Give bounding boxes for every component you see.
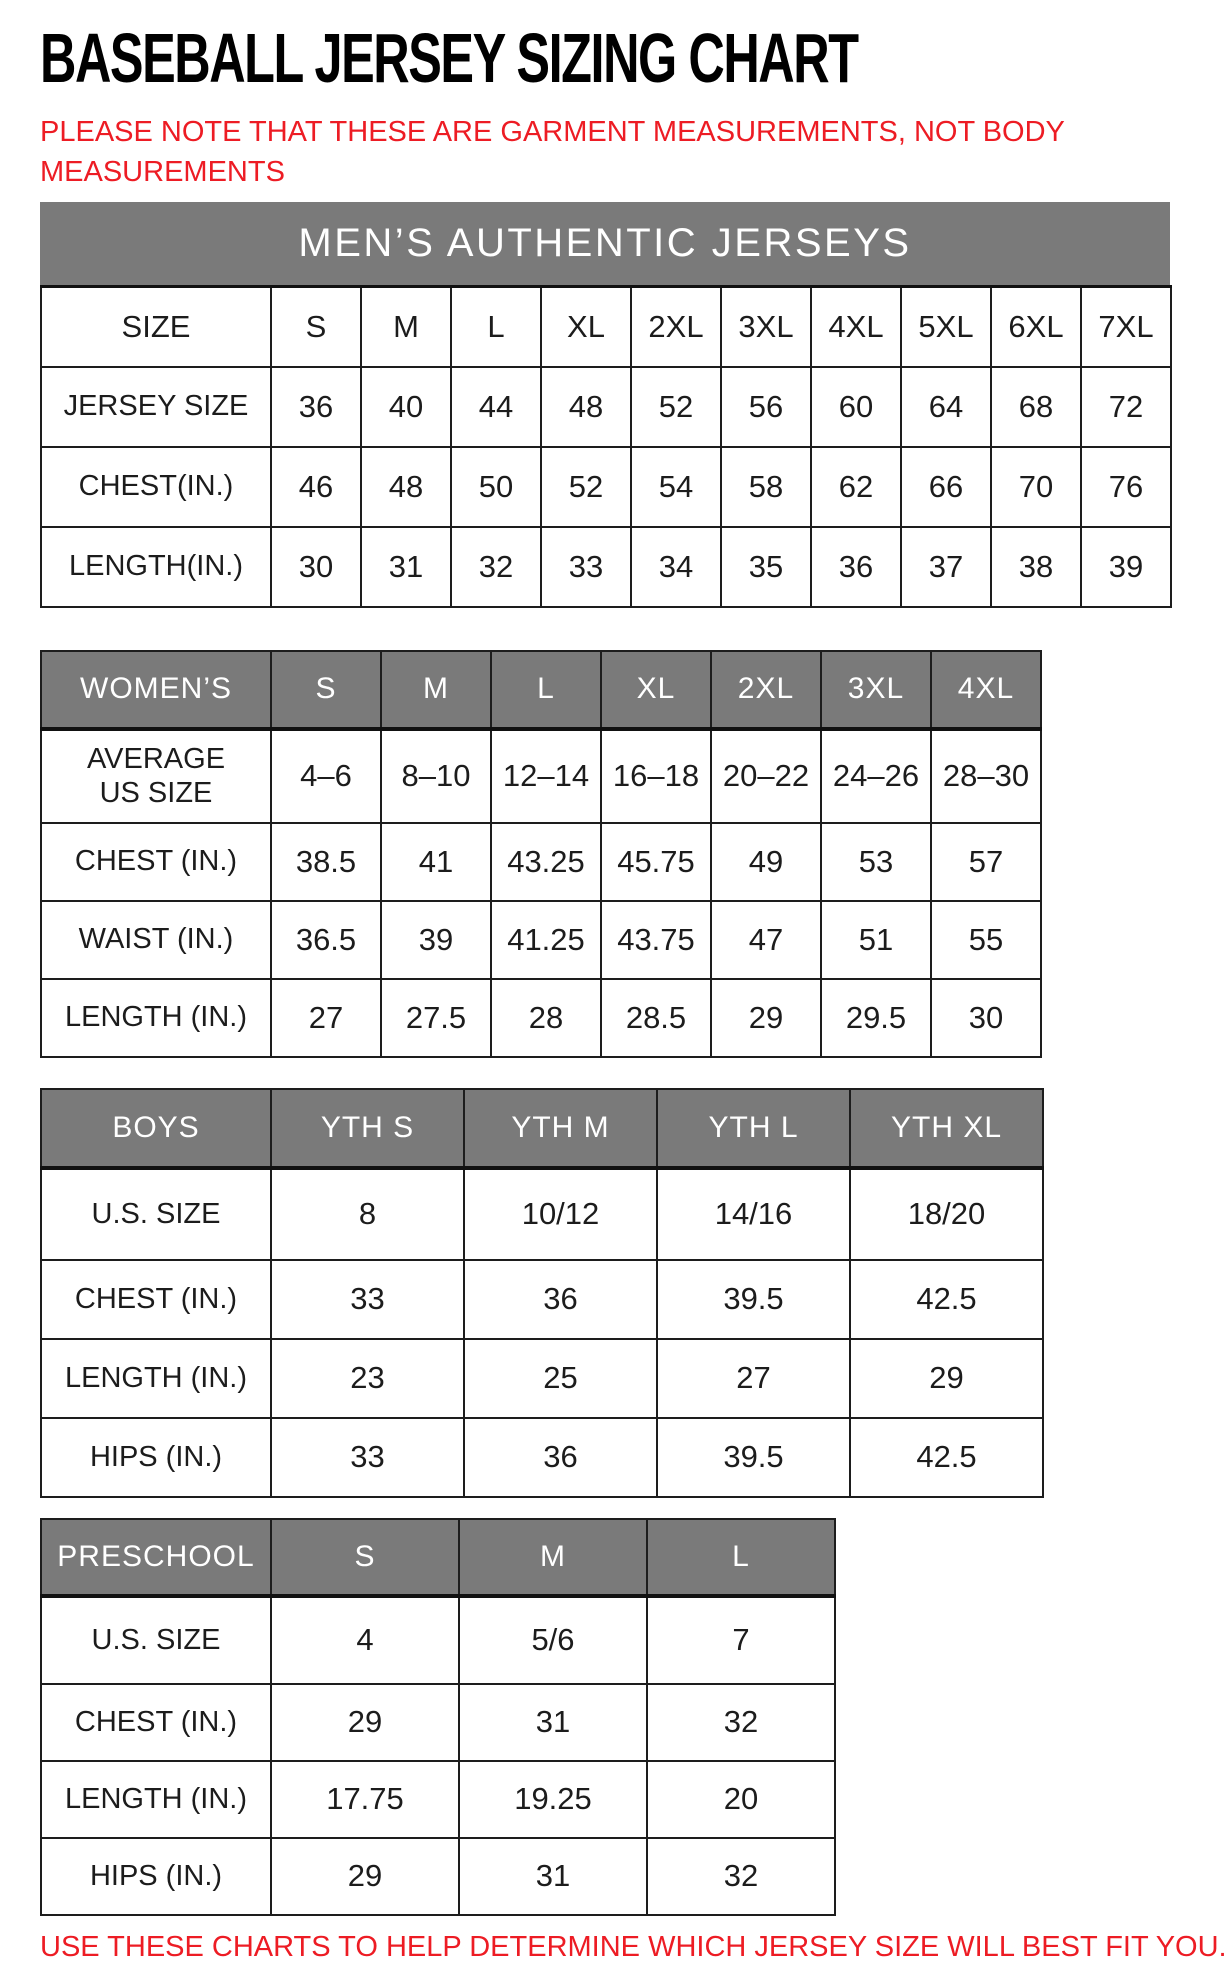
row-label: WAIST (IN.)	[41, 901, 271, 979]
row-label: LENGTH(IN.)	[41, 527, 271, 607]
value-cell: 39.5	[657, 1418, 850, 1497]
column-header: S	[271, 651, 381, 729]
row-label: HIPS (IN.)	[41, 1838, 271, 1915]
value-cell: 43.25	[491, 823, 601, 901]
value-cell: 32	[647, 1838, 835, 1915]
page-title: BASEBALL JERSEY SIZING CHART	[40, 19, 858, 97]
value-cell: 32	[451, 527, 541, 607]
value-cell: 56	[721, 367, 811, 447]
value-cell: 27	[271, 979, 381, 1057]
value-cell: 42.5	[850, 1418, 1043, 1497]
value-cell: 27	[657, 1339, 850, 1418]
column-header: S	[271, 287, 361, 367]
value-cell: 34	[631, 527, 721, 607]
mens-size-table	[40, 285, 1172, 608]
column-header: L	[647, 1519, 835, 1596]
value-cell: 27.5	[381, 979, 491, 1057]
column-header: 3XL	[721, 287, 811, 367]
value-cell: 39.5	[657, 1260, 850, 1339]
table-row	[41, 1339, 1043, 1418]
value-cell: 46	[271, 447, 361, 527]
table-row	[41, 729, 1041, 823]
column-header: BOYS	[41, 1089, 271, 1168]
value-cell: 8–10	[381, 729, 491, 823]
column-header: 4XL	[811, 287, 901, 367]
value-cell: 19.25	[459, 1761, 647, 1838]
value-cell: 7	[647, 1596, 835, 1684]
value-cell: 20–22	[711, 729, 821, 823]
value-cell: 32	[647, 1684, 835, 1761]
column-header: YTH M	[464, 1089, 657, 1168]
value-cell: 41	[381, 823, 491, 901]
value-cell: 35	[721, 527, 811, 607]
value-cell: 36	[811, 527, 901, 607]
table-row	[41, 1089, 1043, 1168]
column-header: M	[361, 287, 451, 367]
table-row	[41, 1761, 835, 1838]
value-cell: 17.75	[271, 1761, 459, 1838]
value-cell: 54	[631, 447, 721, 527]
table-row	[41, 447, 1171, 527]
column-header: WOMEN’S	[41, 651, 271, 729]
row-label: LENGTH (IN.)	[41, 1761, 271, 1838]
value-cell: 29	[711, 979, 821, 1057]
row-label: JERSEY SIZE	[41, 367, 271, 447]
value-cell: 52	[631, 367, 721, 447]
table-row	[41, 1519, 835, 1596]
value-cell: 16–18	[601, 729, 711, 823]
preschool-size-table	[40, 1518, 836, 1916]
row-label: HIPS (IN.)	[41, 1418, 271, 1497]
value-cell: 4	[271, 1596, 459, 1684]
column-header: S	[271, 1519, 459, 1596]
value-cell: 14/16	[657, 1168, 850, 1260]
value-cell: 52	[541, 447, 631, 527]
value-cell: 60	[811, 367, 901, 447]
table-row	[41, 527, 1171, 607]
value-cell: 33	[541, 527, 631, 607]
value-cell: 36	[464, 1260, 657, 1339]
value-cell: 20	[647, 1761, 835, 1838]
value-cell: 30	[271, 527, 361, 607]
table-row	[41, 1596, 835, 1684]
row-label: LENGTH (IN.)	[41, 979, 271, 1057]
value-cell: 68	[991, 367, 1081, 447]
value-cell: 55	[931, 901, 1041, 979]
value-cell: 28	[491, 979, 601, 1057]
value-cell: 50	[451, 447, 541, 527]
value-cell: 12–14	[491, 729, 601, 823]
column-header: 7XL	[1081, 287, 1171, 367]
row-label: U.S. SIZE	[41, 1596, 271, 1684]
table-row	[41, 1168, 1043, 1260]
value-cell: 29	[271, 1838, 459, 1915]
value-cell: 18/20	[850, 1168, 1043, 1260]
column-header: 2XL	[631, 287, 721, 367]
row-label-text: AVERAGE US SIZE	[86, 743, 226, 809]
value-cell: 37	[901, 527, 991, 607]
value-cell: 47	[711, 901, 821, 979]
table-row	[41, 287, 1171, 367]
womens-size-table	[40, 650, 1042, 1058]
value-cell: 41.25	[491, 901, 601, 979]
column-header: M	[381, 651, 491, 729]
value-cell: 72	[1081, 367, 1171, 447]
row-label: CHEST(IN.)	[41, 447, 271, 527]
table-row	[41, 979, 1041, 1057]
value-cell: 33	[271, 1260, 464, 1339]
value-cell: 38	[991, 527, 1081, 607]
note-line-2: MEASUREMENTS	[40, 156, 285, 188]
mens-table-title: MEN’S AUTHENTIC JERSEYS	[298, 221, 912, 265]
column-header: XL	[541, 287, 631, 367]
value-cell: 31	[361, 527, 451, 607]
value-cell: 64	[901, 367, 991, 447]
garment-measurement-note	[40, 112, 1200, 192]
column-header: 2XL	[711, 651, 821, 729]
table-row	[41, 367, 1171, 447]
value-cell: 33	[271, 1418, 464, 1497]
value-cell: 66	[901, 447, 991, 527]
column-header: 6XL	[991, 287, 1081, 367]
fit-advice-note: USE THESE CHARTS TO HELP DETERMINE WHICH JERSEY SIZE WILL BEST FIT YOU.	[40, 1930, 1227, 1963]
value-cell: 29.5	[821, 979, 931, 1057]
value-cell: 4–6	[271, 729, 381, 823]
column-header: YTH L	[657, 1089, 850, 1168]
value-cell: 57	[931, 823, 1041, 901]
column-header: L	[451, 287, 541, 367]
column-header: 4XL	[931, 651, 1041, 729]
value-cell: 29	[271, 1684, 459, 1761]
value-cell: 39	[1081, 527, 1171, 607]
column-header: 3XL	[821, 651, 931, 729]
value-cell: 51	[821, 901, 931, 979]
note-line-1: PLEASE NOTE THAT THESE ARE GARMENT MEASUREMENTS, NOT BODY	[40, 116, 1065, 148]
value-cell: 36	[271, 367, 361, 447]
value-cell: 70	[991, 447, 1081, 527]
table-row	[41, 1684, 835, 1761]
row-label	[41, 729, 271, 823]
value-cell: 28.5	[601, 979, 711, 1057]
value-cell: 39	[381, 901, 491, 979]
value-cell: 5/6	[459, 1596, 647, 1684]
column-header: M	[459, 1519, 647, 1596]
value-cell: 30	[931, 979, 1041, 1057]
value-cell: 24–26	[821, 729, 931, 823]
value-cell: 48	[361, 447, 451, 527]
column-header: 5XL	[901, 287, 991, 367]
value-cell: 62	[811, 447, 901, 527]
value-cell: 36	[464, 1418, 657, 1497]
value-cell: 31	[459, 1684, 647, 1761]
column-header: SIZE	[41, 287, 271, 367]
value-cell: 49	[711, 823, 821, 901]
mens-table-title-bar	[40, 202, 1170, 285]
row-label: CHEST (IN.)	[41, 1260, 271, 1339]
column-header: L	[491, 651, 601, 729]
row-label: U.S. SIZE	[41, 1168, 271, 1260]
value-cell: 28–30	[931, 729, 1041, 823]
row-label: LENGTH (IN.)	[41, 1339, 271, 1418]
column-header: YTH S	[271, 1089, 464, 1168]
table-row	[41, 901, 1041, 979]
value-cell: 31	[459, 1838, 647, 1915]
column-header: XL	[601, 651, 711, 729]
value-cell: 25	[464, 1339, 657, 1418]
table-row	[41, 651, 1041, 729]
value-cell: 58	[721, 447, 811, 527]
value-cell: 23	[271, 1339, 464, 1418]
table-row	[41, 1838, 835, 1915]
column-header: YTH XL	[850, 1089, 1043, 1168]
boys-size-table	[40, 1088, 1044, 1498]
value-cell: 45.75	[601, 823, 711, 901]
row-label: CHEST (IN.)	[41, 823, 271, 901]
value-cell: 10/12	[464, 1168, 657, 1260]
value-cell: 36.5	[271, 901, 381, 979]
value-cell: 43.75	[601, 901, 711, 979]
column-header: PRESCHOOL	[41, 1519, 271, 1596]
table-row	[41, 1418, 1043, 1497]
value-cell: 42.5	[850, 1260, 1043, 1339]
value-cell: 40	[361, 367, 451, 447]
table-row	[41, 823, 1041, 901]
value-cell: 53	[821, 823, 931, 901]
row-label: CHEST (IN.)	[41, 1684, 271, 1761]
value-cell: 48	[541, 367, 631, 447]
table-row	[41, 1260, 1043, 1339]
value-cell: 29	[850, 1339, 1043, 1418]
value-cell: 44	[451, 367, 541, 447]
value-cell: 38.5	[271, 823, 381, 901]
value-cell: 76	[1081, 447, 1171, 527]
value-cell: 8	[271, 1168, 464, 1260]
